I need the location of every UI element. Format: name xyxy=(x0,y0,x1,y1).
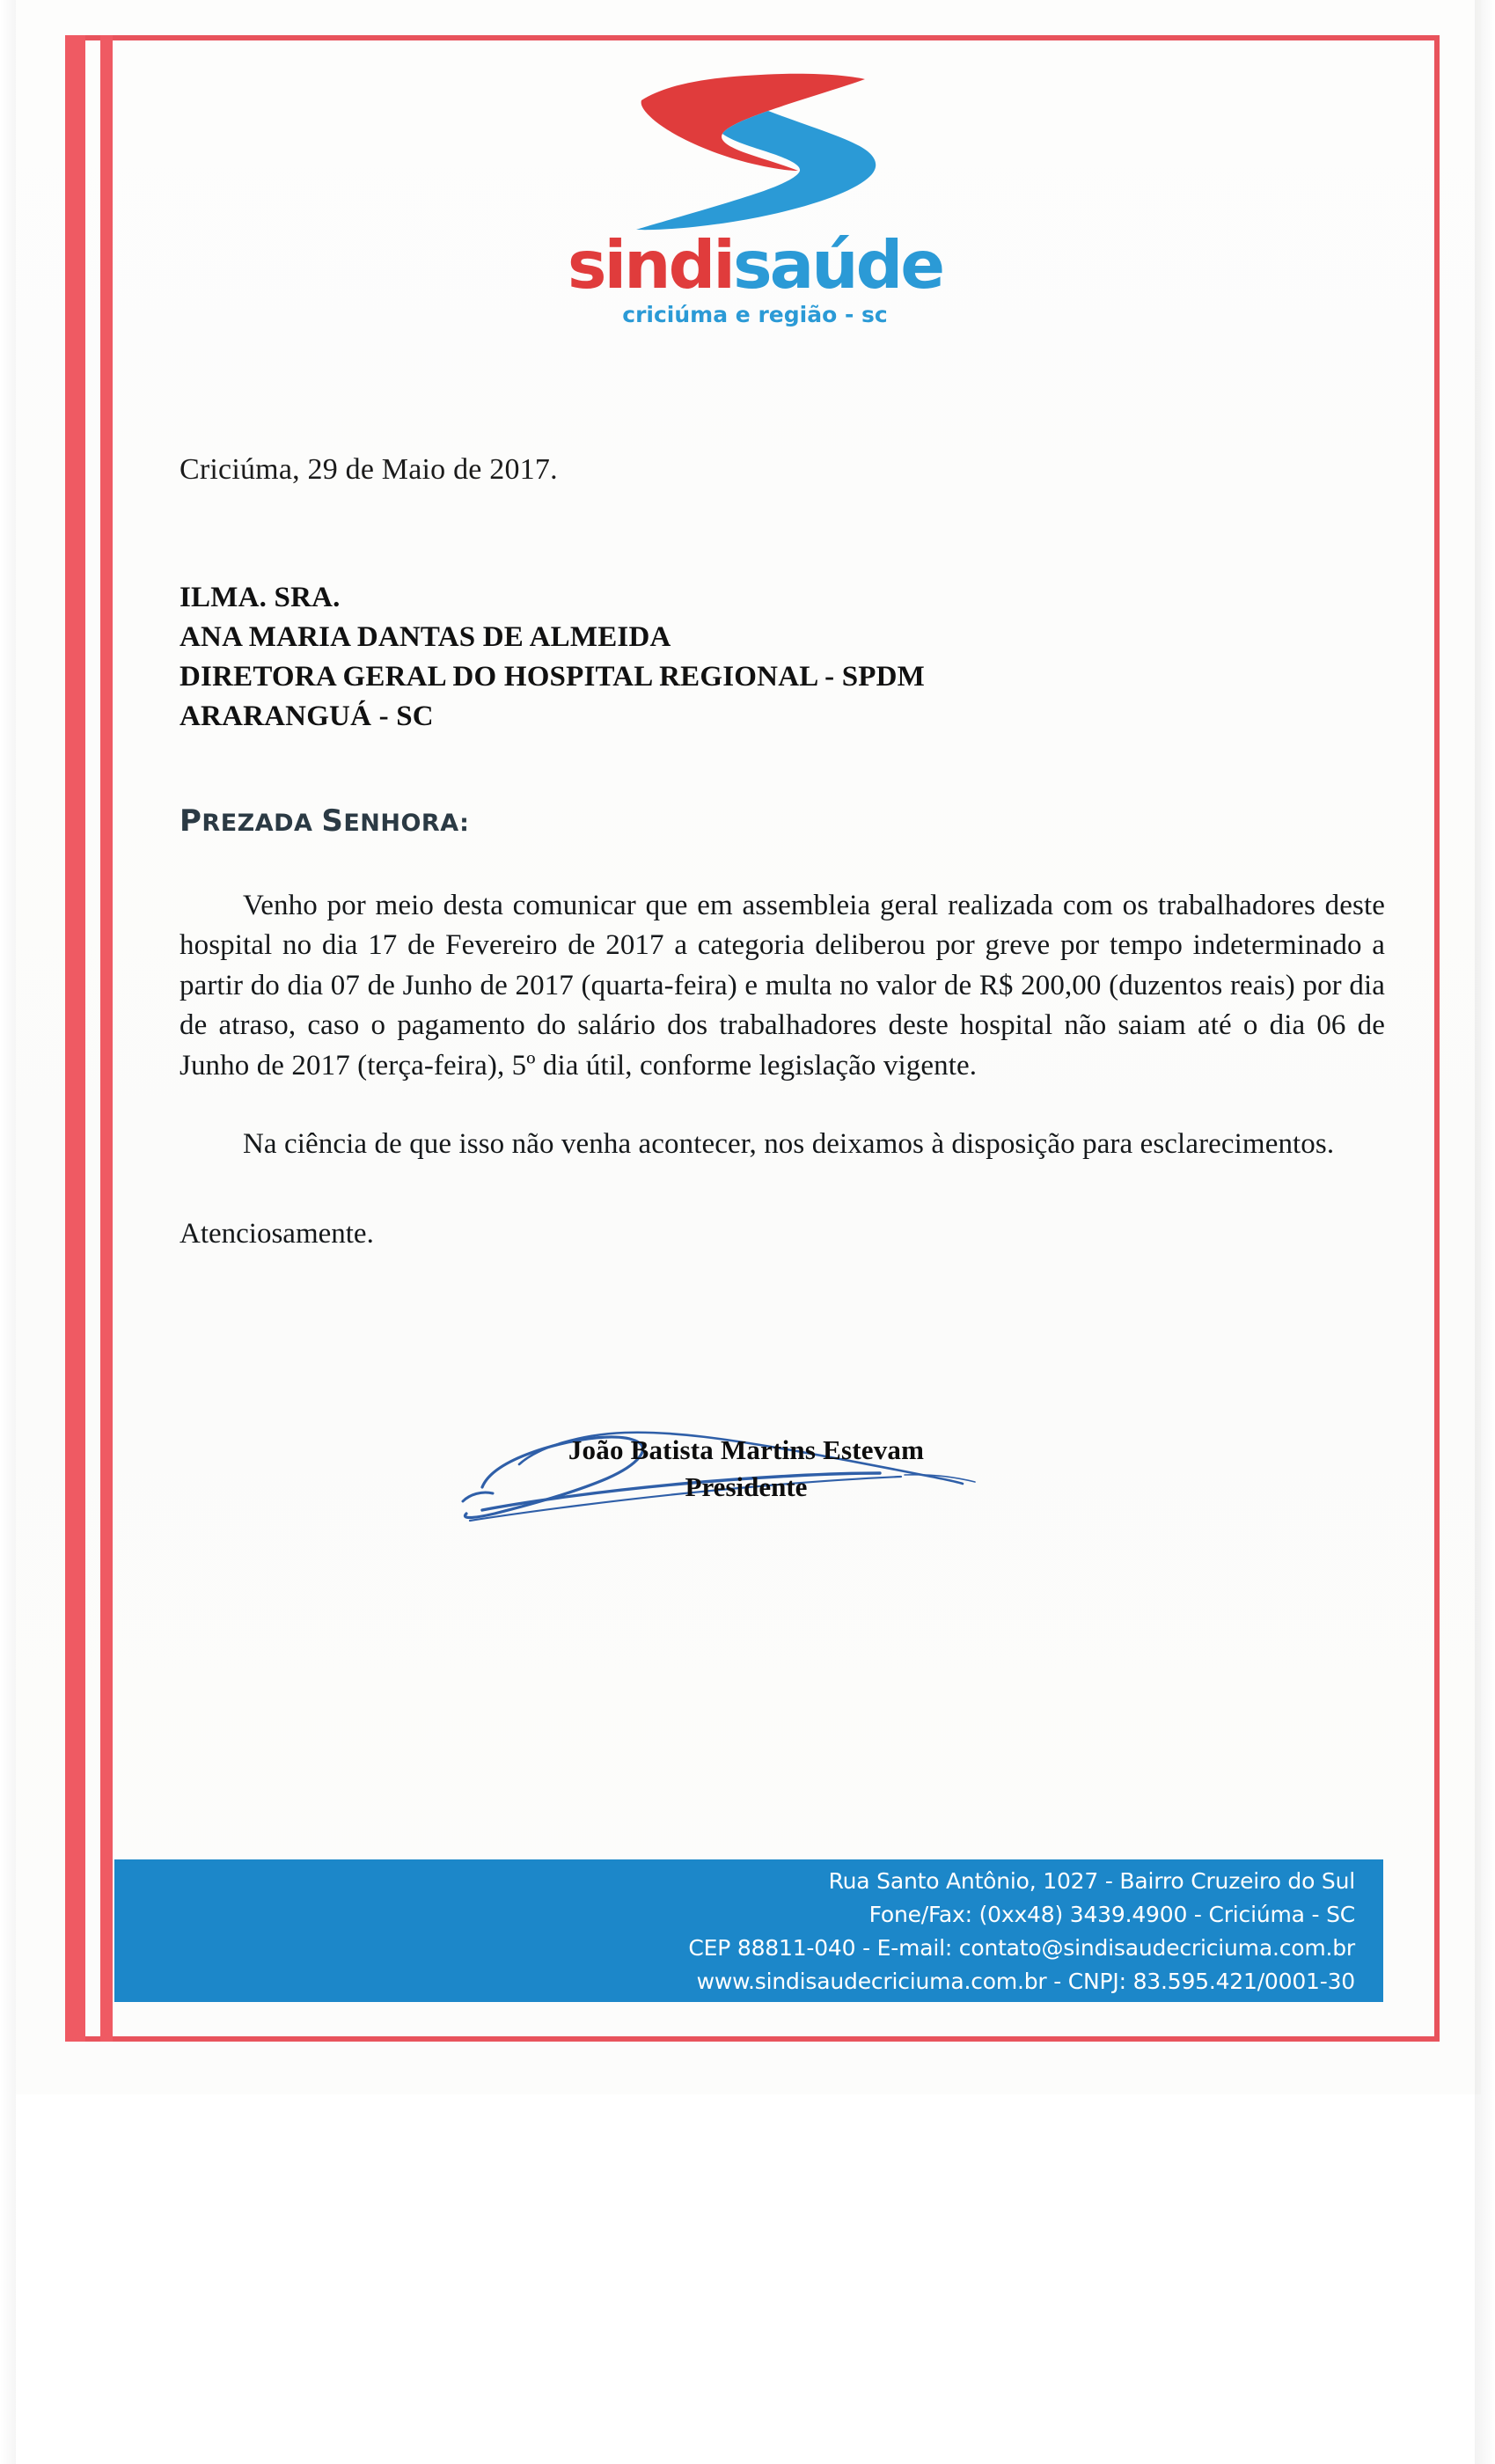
signer-name: João Batista Martins Estevam xyxy=(568,1434,925,1465)
frame-border-top xyxy=(65,35,1440,40)
scan-margin-bottom xyxy=(0,2094,1495,2464)
signature-block xyxy=(456,1434,1037,1503)
salutation xyxy=(180,803,1385,839)
recipient-line-2: ANA MARIA DANTAS DE ALMEIDA xyxy=(180,620,671,653)
salutation-text: PREZADA SENHORA: xyxy=(180,803,470,839)
recipient-block xyxy=(180,578,1385,737)
paper-sheet xyxy=(16,0,1481,2094)
date-line: Criciúma, 29 de Maio de 2017. xyxy=(180,453,558,486)
footer-email-line: CEP 88811-040 - E-mail: contato@sindisaudecriciuma.com.br xyxy=(688,1935,1355,1961)
logo-wordmark xyxy=(482,226,1028,304)
signer-title: Presidente xyxy=(685,1471,808,1502)
letterhead-logo xyxy=(482,62,1028,327)
scan-edge-right xyxy=(1475,0,1495,2464)
frame-border-right xyxy=(1434,35,1440,2042)
footer-address-line: Rua Santo Antônio, 1027 - Bairro Cruzeiro do Sul xyxy=(828,1868,1355,1894)
closing-line: Atenciosamente. xyxy=(180,1217,374,1250)
logo-tagline: criciúma e região - sc xyxy=(622,302,888,327)
footer-phone-line: Fone/Fax: (0xx48) 3439.4900 - Criciúma - SC xyxy=(868,1902,1355,1927)
recipient-line-3: DIRETORA GERAL DO HOSPITAL REGIONAL - SPDM xyxy=(180,660,925,693)
logo-wordmark-saude: saúde xyxy=(732,226,943,304)
logo-wordmark-sindi: sindi xyxy=(567,226,733,304)
paragraph-1: Venho por meio desta comunicar que em assembleia geral realizada com os trabalhadores deste hospital no dia 17 de Fevereiro de 2017 a categoria deliberou por greve por tempo indeterminado a partir do dia 07 de Junho de 2017 (quarta-feira) e multa no valor de R$ 200,00 (duzentos reais) por dia de atraso, caso o pagamento do salário dos trabalhadores deste hospital não saiam até o dia 06 de Junho de 2017 (terça-feira), 5º dia útil, conforme legislação vigente. xyxy=(180,889,1385,1082)
sindisaude-swoosh-icon xyxy=(610,62,900,238)
recipient-line-4: ARARANGUÁ - SC xyxy=(180,700,434,732)
frame-border-bottom xyxy=(65,2036,1440,2042)
footer-contact-bar xyxy=(114,1859,1383,2002)
paragraph-2: Na ciência de que isso não venha acontecer, nos deixamos à disposição para esclarecimentos. xyxy=(243,1128,1335,1161)
letter-body xyxy=(180,453,1385,1250)
scan-edge-left xyxy=(0,0,16,2464)
frame-border-left-thick xyxy=(65,35,85,2042)
footer-website-line: www.sindisaudecriciuma.com.br - CNPJ: 83.595.421/0001-30 xyxy=(696,1969,1355,1994)
recipient-line-1: ILMA. SRA. xyxy=(180,582,341,613)
frame-border-left-thin xyxy=(100,35,113,2042)
